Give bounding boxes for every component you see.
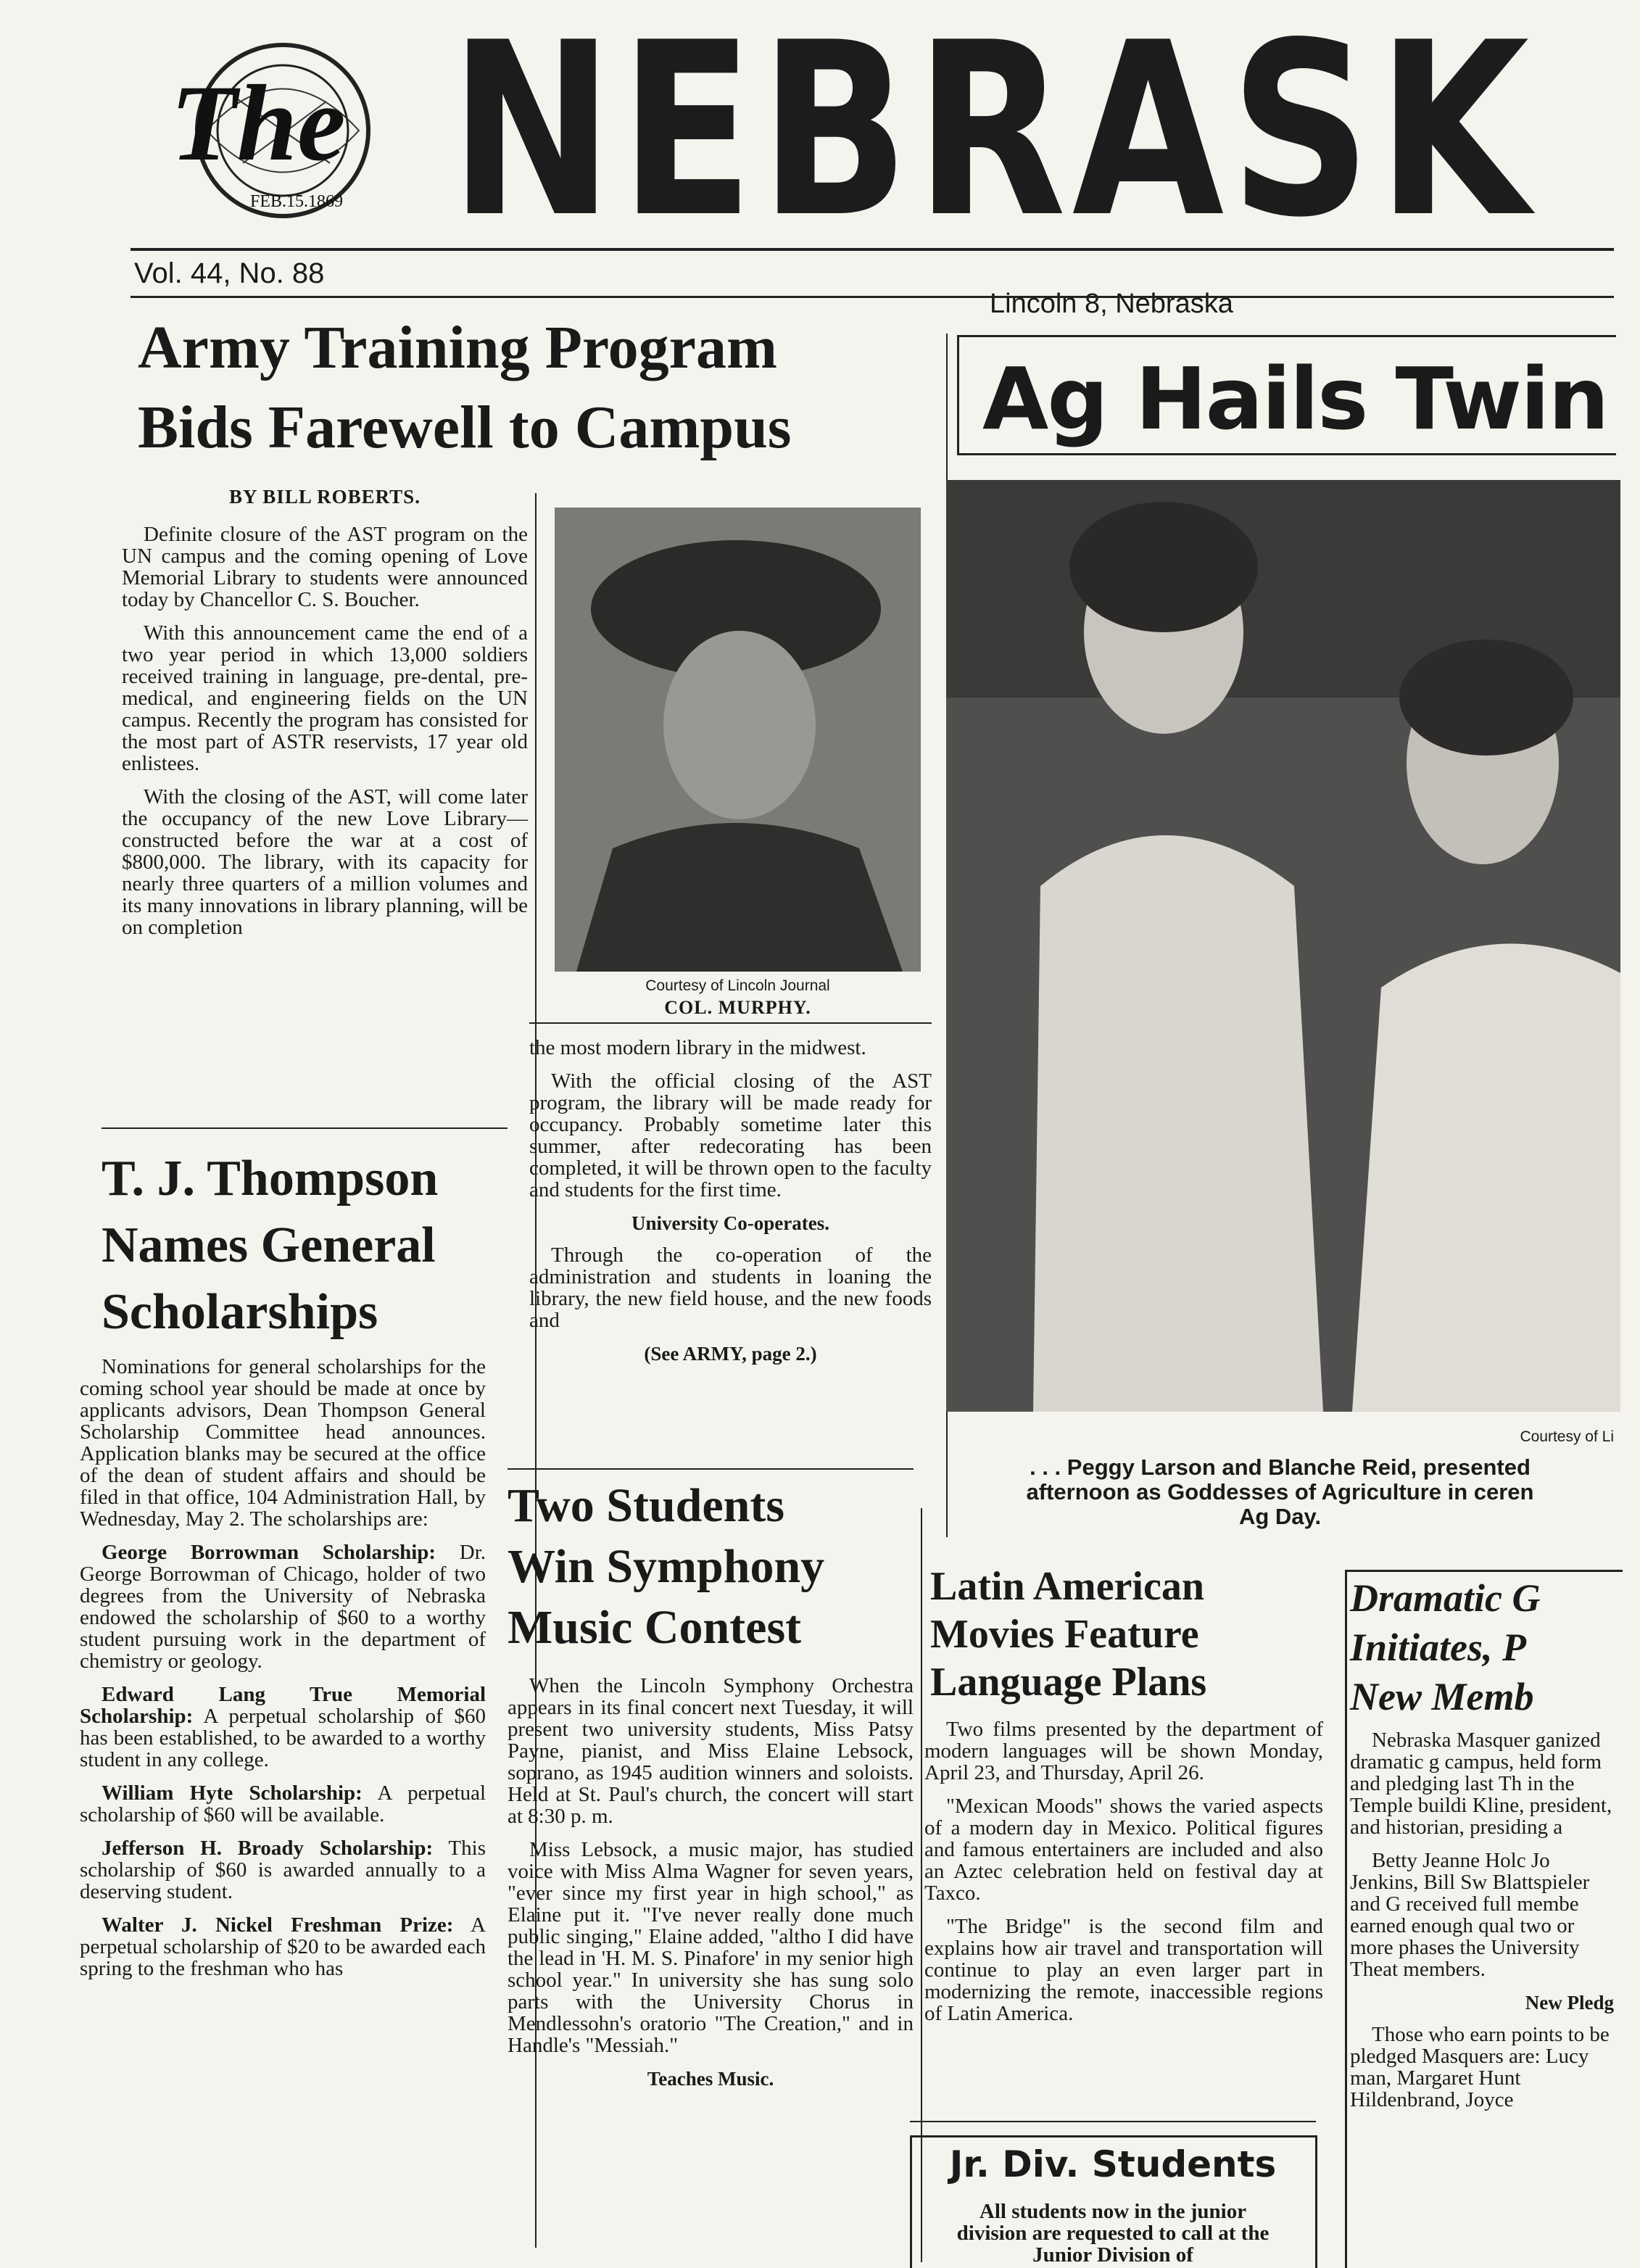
caption-rule	[529, 1022, 932, 1024]
dateline-rule	[131, 296, 1614, 298]
army-byline: BY BILL ROBERTS.	[229, 486, 421, 508]
story-rule	[508, 1468, 914, 1470]
story-rule	[102, 1127, 508, 1129]
tj-headline: T. J. Thompson Names General Scholarships	[102, 1151, 439, 1340]
ag-goddesses-photo	[946, 480, 1620, 1412]
photo-credit: Courtesy of Lincoln Journal	[645, 977, 830, 994]
army-subhead: University Co-operates.	[631, 1212, 829, 1234]
masthead-rule	[131, 248, 1614, 251]
jr-headline: Jr. Div. Students	[949, 2143, 1277, 2185]
symphony-subhead: Teaches Music.	[647, 2068, 774, 2090]
army-headline: Army Training Program Bids Farewell to Campus	[138, 314, 792, 461]
dramatic-column: Nebraska Masquer ganized dramatic g campus, held form and pledging last Th in the Temple buildi Kline, president, and historian, presiding a Betty Jeanne Holc Jo Jenkins, Bill Sw Blattspieler and G received full membe earned enough qual two or more phases the University Theat members. New Pledg Those who earn points to be pledged Masquers are: Lucy man, Margaret Hunt Hildenbrand, Joyce	[1350, 1729, 1614, 2111]
symphony-headline: Two Students Win Symphony Music Contest	[508, 1479, 825, 1654]
symphony-column: When the Lincoln Symphony Orchestra appears in its final concert next Tuesday, it will present two university students, Miss Patsy Payne, pianist, and Miss Elaine Lebsock, soprano, as 1945 audition winners and soloists. Held at St. Paul's church, the concert will start at 8:30 p. m. Miss Lebsock, a music major, has studied voice with Miss Alma Wagner for seven years, "ever since my first year in high school," as Elaine put it. "I've never really done much public singing," Elaine added, "altho I did have the lead in 'H. M. S. Pinafore' in my senior high school year." In university she has sung solo parts with the University Chorus in Mendlessohn's oratorio "The Creation," and in Handle's "Messiah." Teaches Music.	[508, 1674, 914, 2090]
ag-photo-credit: Courtesy of Li	[1520, 1428, 1614, 1445]
army-column-1: BY BILL ROBERTS. Definite closure of the AST program on the UN campus and the coming opening of Love Memorial Library to students were announced today by Chancellor C. S. Boucher. With this announcement came the end of a two year period in which 13,000 soldiers received training in language, pre-dental, pre-medical, and engineering fields on the UN campus. Recently the program has consisted for the most part of ASTR reservists, 17 year old enlistees. With the closing of the AST, will come later the occupancy of the new Love Library—constructed before the war at a cost of $800,000. The library, with its capacity for nearly three quarters of a million volumes and its many innovations in library planning, will be on completion	[122, 486, 528, 939]
army-jump-line: (See ARMY, page 2.)	[644, 1343, 817, 1365]
dramatic-subhead: New Pledg	[1525, 1992, 1614, 2014]
university-seal-icon	[156, 33, 395, 228]
story-rule	[910, 2121, 1316, 2122]
seal-monogram: The	[170, 63, 346, 183]
volume-number: Vol. 44, No. 88	[134, 257, 325, 289]
location-line: Lincoln 8, Nebraska	[990, 289, 1233, 319]
seal-date: FEB.15.1869	[250, 192, 344, 211]
murphy-caption	[555, 975, 921, 1019]
ag-headline: Ag Hails Twin	[982, 349, 1608, 449]
masthead-title: NEBRASK	[450, 0, 1536, 270]
dramatic-headline: Dramatic G Initiates, P New Memb	[1350, 1576, 1541, 1718]
army-column-2: the most modern library in the midwest. With the official closing of the AST program, the library will be made ready for occupancy. Probably sometime later this summer, after redecorating has been completed, it will be thrown open to the faculty and students for the first time. University Co-operates. Through the co-operation of the administration and students in loaning the library, the new field house, and the new foods and (See ARMY, page 2.)	[529, 1036, 932, 1365]
tj-column: Nominations for general scholarships for the coming school year should be made at once by applicants advisors, Dean Thompson General Scholarship Committee head announces. Application blanks may be secured at the office of the dean of student affairs and should be filed in that office, 104 Administration Hall, by Wednesday, May 2. The scholarships are: George Borrowman Scholarship: Dr. George Borrowman of Chicago, holder of two degrees from the University of Nebraska endowed the scholarship of $60 to a worthy student pursuing work in the department of chemistry or geology. Edward Lang True Memorial Scholarship: A perpetual scholarship of $60 has been established, to be awarded to a worthy student in any college. William Hyte Scholarship: A perpetual scholarship of $60 will be available. Jefferson H. Broady Scholarship: This scholarship of $60 is awarded annually to a deserving student. Walter J. Nickel Freshman Prize: A perpetual scholarship of $20 to be awarded each spring to the freshman who has	[80, 1355, 486, 1980]
latin-headline: Latin American Movies Feature Language Plans	[930, 1564, 1207, 1705]
col-murphy-photo	[555, 508, 921, 972]
jr-column: All students now in the junior division are requested to call at the Junior Division of	[956, 2200, 1270, 2267]
ag-caption: Courtesy of Li . . . Peggy Larson and Blanche Reid, presented afternoon as Goddesses of Agriculture in ceren Ag Day.	[946, 1425, 1614, 1529]
photo-caption: COL. MURPHY.	[664, 997, 811, 1018]
latin-column: Two films presented by the department of modern languages will be shown Monday, April 23, and Thursday, April 26. "Mexican Moods" shows the varied aspects of a modern day in Mexico. Political figures and famous entertainers are included and also an Aztec celebration held on festival day at Taxco. "The Bridge" is the second film and explains how air travel and transportation will continue to play an even larger part in modernizing the remote, inaccessible regions of Latin America.	[924, 1718, 1323, 2025]
